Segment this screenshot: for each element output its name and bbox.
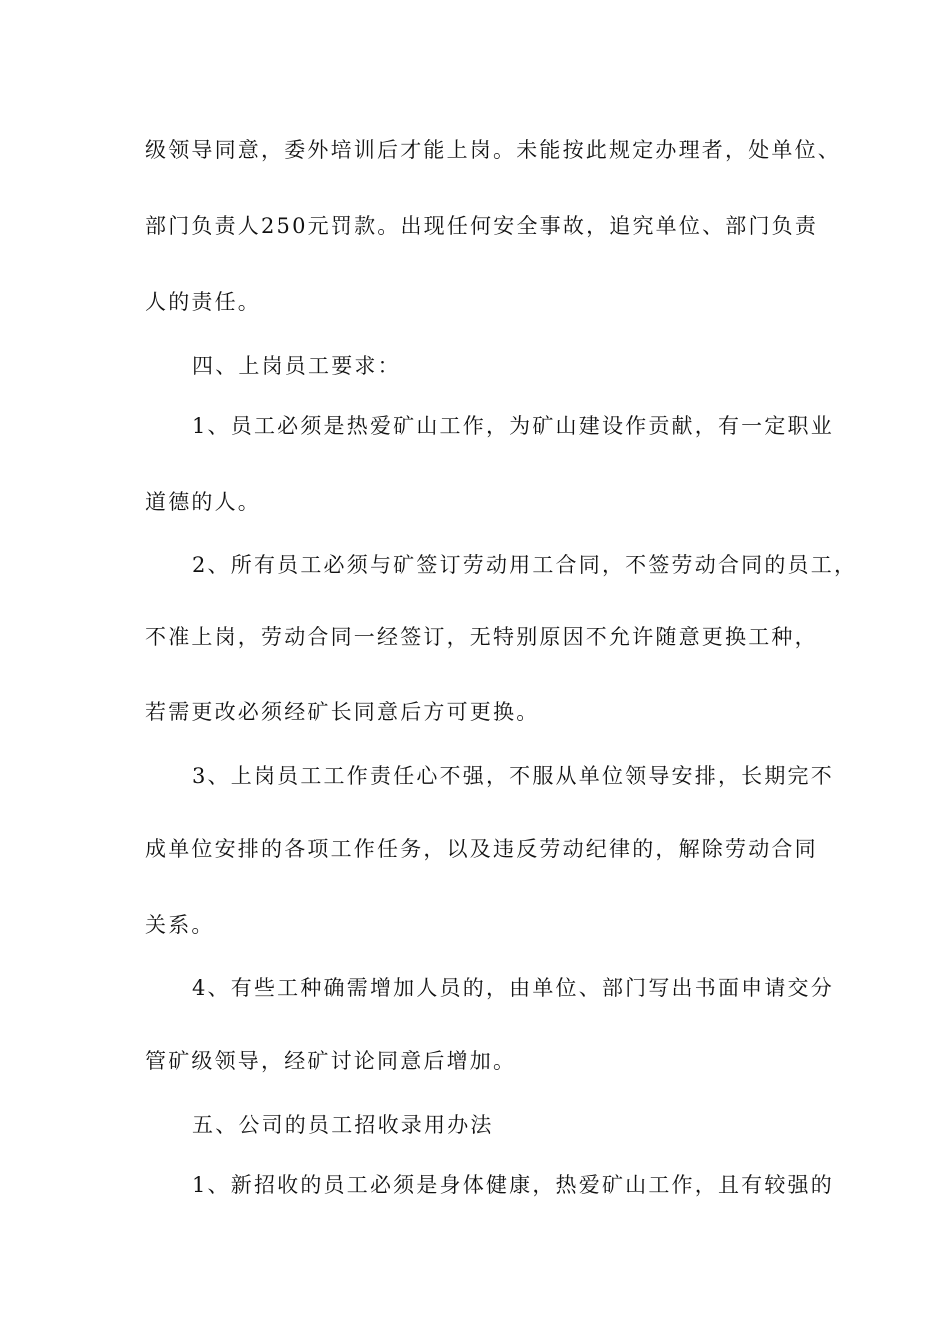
section-heading-4: 四、上岗员工要求： bbox=[192, 354, 401, 378]
text-line-2: 部门负责人250元罚款。出现任何安全事故，追究单位、部门负责 bbox=[145, 214, 819, 238]
text-line-1: 级领导同意，委外培训后才能上岗。未能按此规定办理者，处单位、 bbox=[145, 138, 841, 162]
text-line-13: 4、有些工种确需增加人员的，由单位、部门写出书面申请交分 bbox=[192, 976, 834, 1000]
text-line-14: 管矿级领导，经矿讨论同意后增加。 bbox=[145, 1049, 517, 1073]
text-line-10: 3、上岗员工工作责任心不强，不服从单位领导安排，长期完不 bbox=[192, 764, 834, 788]
text-line-6: 道德的人。 bbox=[145, 490, 261, 514]
section-heading-5: 五、公司的员工招收录用办法 bbox=[192, 1113, 494, 1137]
text-line-16: 1、新招收的员工必须是身体健康，热爱矿山工作，且有较强的 bbox=[192, 1173, 834, 1197]
text-line-8: 不准上岗，劳动合同一经签订，无特别原因不允许随意更换工种， bbox=[145, 625, 818, 649]
text-line-3: 人的责任。 bbox=[145, 290, 261, 314]
text-line-11: 成单位安排的各项工作任务，以及违反劳动纪律的，解除劳动合同 bbox=[145, 837, 818, 861]
text-line-5: 1、员工必须是热爱矿山工作，为矿山建设作贡献，有一定职业 bbox=[192, 414, 834, 438]
text-line-12: 关系。 bbox=[145, 913, 215, 937]
text-line-7: 2、所有员工必须与矿签订劳动用工合同，不签劳动合同的员工， bbox=[192, 553, 858, 577]
text-line-9: 若需更改必须经矿长同意后方可更换。 bbox=[145, 700, 540, 724]
